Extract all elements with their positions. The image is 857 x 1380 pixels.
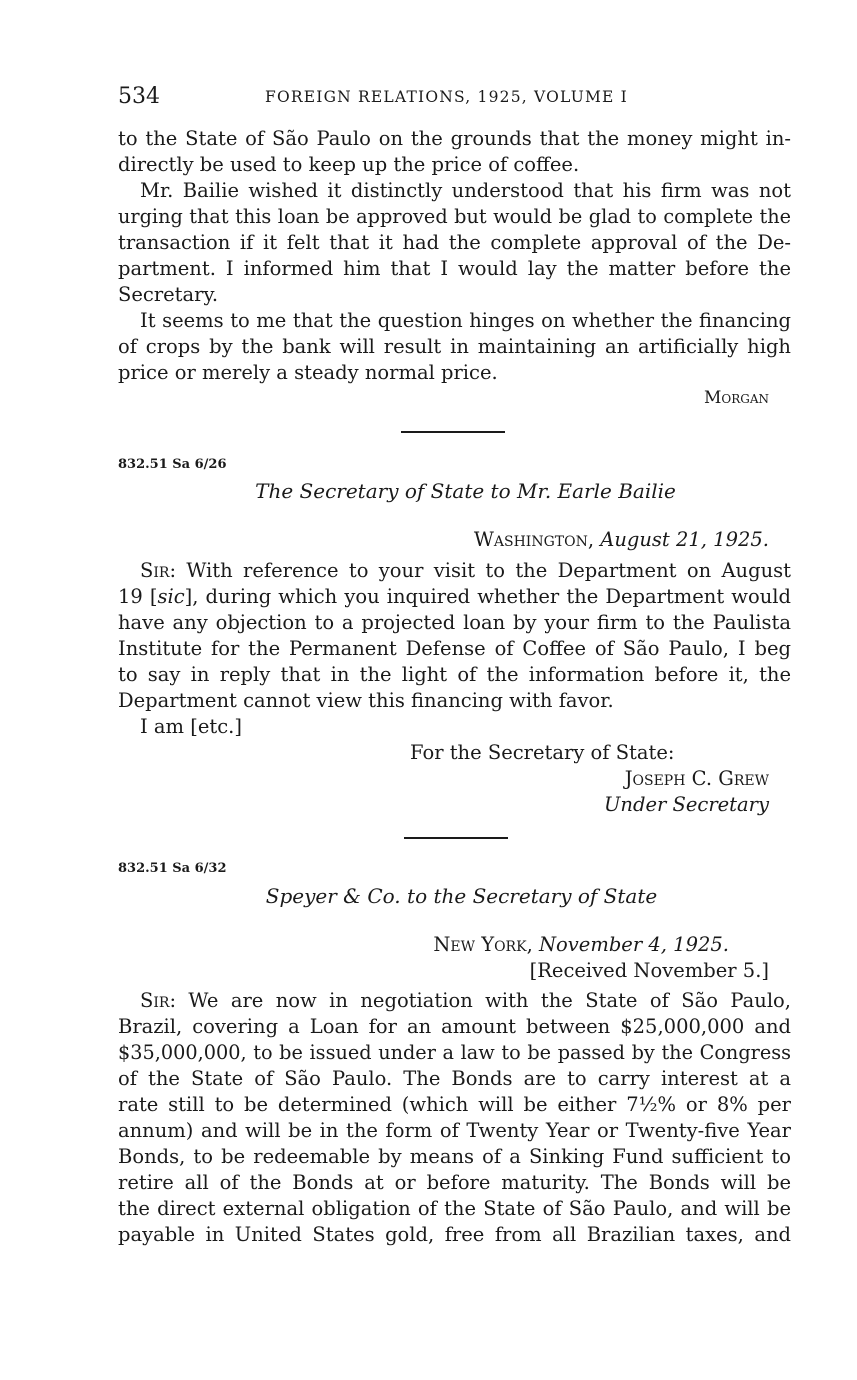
paragraph-text: ], during which you inquired whether the Department would [184, 585, 791, 608]
received-note: [Received November 5.] [529, 959, 769, 982]
document-heading: Speyer & Co. to the Secretary of State [265, 884, 658, 908]
closing: I am [etc.] [140, 715, 242, 738]
paragraph-line: have any objection to a projected loan by your firm to the Paulista [118, 611, 791, 634]
dateline: New York, November 4, 1925. [433, 933, 729, 956]
paragraph-text: 19 [ [118, 585, 158, 608]
signer-name: Joseph C. Grew [624, 767, 769, 790]
paragraph-line [118, 584, 791, 610]
file-number: 832.51 Sa 6/32 [118, 861, 227, 876]
paragraph-line: It seems to me that the question hinges on whether the financing [140, 309, 791, 332]
paragraph-line: rate still to be determined (which will be either 7½% or 8% per [118, 1093, 791, 1116]
dateline-place: New York [433, 933, 527, 956]
paragraph-line [140, 558, 791, 584]
paragraph-line: Institute for the Permanent Defense of Coffee of São Paulo, I beg [118, 637, 791, 660]
paragraph-line: urging that this loan be approved but would be glad to complete the [118, 205, 791, 228]
signer-title: Under Secretary [603, 793, 769, 816]
paragraph-line: of the State of São Paulo. The Bonds are to carry interest at a [118, 1067, 791, 1090]
paragraph-line: transaction if it felt that it had the complete approval of the De- [118, 231, 791, 254]
file-number: 832.51 Sa 6/26 [118, 457, 227, 472]
paragraph-line: price or merely a steady normal price. [118, 361, 498, 384]
salutation: Sir [140, 559, 170, 582]
section-divider [401, 431, 505, 433]
paragraph-line [140, 988, 791, 1014]
for-line: For the Secretary of State: [410, 741, 675, 764]
paragraph-line: annum) and will be in the form of Twenty Year or Twenty-five Year [118, 1119, 791, 1142]
paragraph-line: to the State of São Paulo on the grounds that the money might in- [118, 127, 791, 150]
paragraph-line: directly be used to keep up the price of coffee. [118, 153, 580, 176]
paragraph-line: Secretary. [118, 283, 219, 306]
section-divider [404, 837, 508, 839]
running-head [118, 84, 791, 110]
paragraph-line: of crops by the bank will result in maintaining an artificially high [118, 335, 791, 358]
paragraph-line: Brazil, covering a Loan for an amount between $25,000,000 and [118, 1015, 791, 1038]
paragraph-line: to say in reply that in the light of the information before it, the [118, 663, 791, 686]
paragraph-line: partment. I informed him that I would lay the matter before the [118, 257, 791, 280]
paragraph-line: Mr. Bailie wished it distinctly understood that his firm was not [140, 179, 791, 202]
signature: Morgan [703, 388, 769, 408]
sic-note: sic [157, 585, 185, 608]
dateline-place: Washington [473, 528, 588, 551]
document-heading: The Secretary of State to Mr. Earle Bailie [255, 479, 676, 503]
dateline-date: August 21, 1925. [600, 528, 769, 551]
paragraph-line: Bonds, to be redeemable by means of a Sinking Fund sufficient to [118, 1145, 791, 1168]
paragraph-line: $35,000,000, to be issued under a law to be passed by the Congress [118, 1041, 791, 1064]
dateline-date: November 4, 1925. [538, 933, 729, 956]
page-number: 534 [118, 84, 160, 109]
dateline: Washington, August 21, 1925. [473, 528, 769, 551]
paragraph-text: : We are now in negotiation with the State of São Paulo, [169, 989, 791, 1012]
paragraph-text: : With reference to your visit to the Department on August [169, 559, 791, 582]
paragraph-line: payable in United States gold, free from all Brazilian taxes, and [118, 1223, 791, 1246]
paragraph-line: retire all of the Bonds at or before maturity. The Bonds will be [118, 1171, 791, 1194]
running-title: FOREIGN RELATIONS, 1925, VOLUME I [265, 88, 628, 106]
paragraph-line: the direct external obligation of the State of São Paulo, and will be [118, 1197, 791, 1220]
paragraph-line: Department cannot view this financing with favor. [118, 689, 614, 712]
salutation: Sir [140, 989, 170, 1012]
